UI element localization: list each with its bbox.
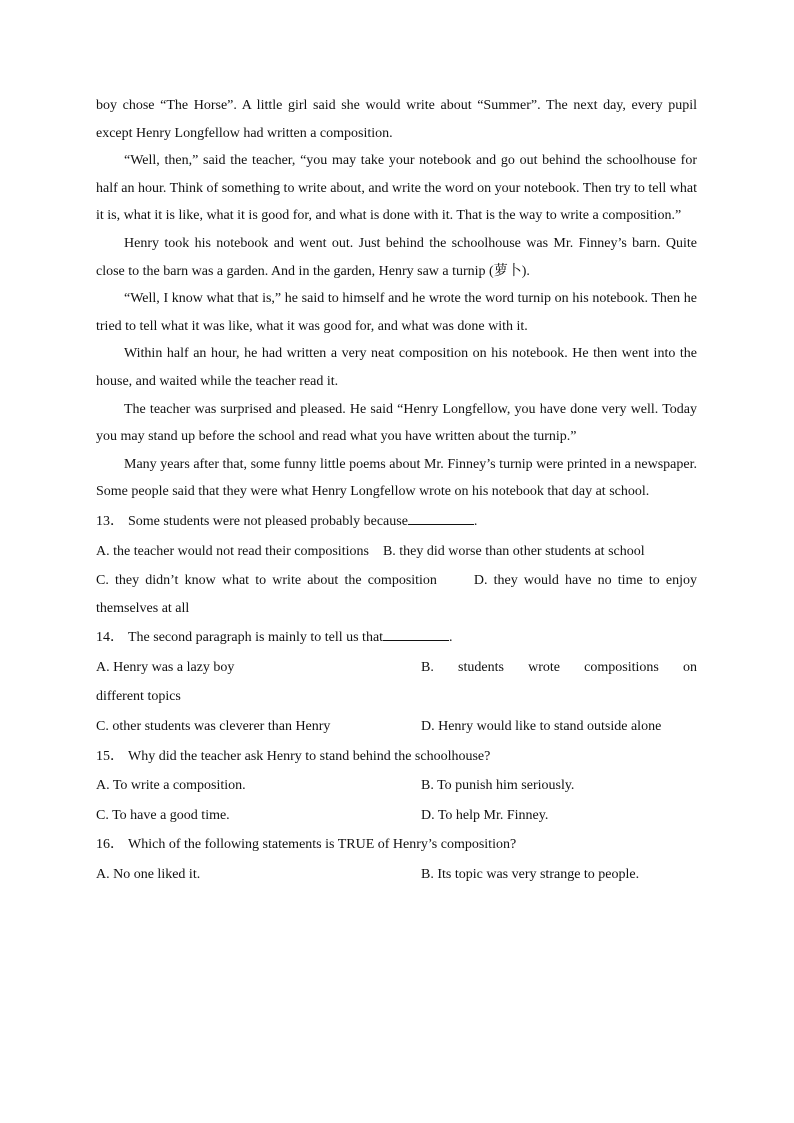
question-15-stem: Why did the teacher ask Henry to stand behind the schoolhouse? [128,748,491,764]
question-15-options-cd [96,802,697,830]
question-16 [96,831,697,859]
passage-paragraph-2: “Well, then,” said the teacher, “you may take your notebook and go out behind the schoolhouse for half an hour. Think of something to write about, and write the word on your notebook. Then try to tell what it is, what it is like, what it is good for, and what is done with it. That is the way to write a composition.” [96,153,697,224]
question-14-options-cd [96,713,697,741]
passage-paragraph-6: The teacher was surprised and pleased. He said “Henry Longfellow, you have done very well. Today you may stand up before the school and read what you have written about the turnip.” [96,401,697,445]
question-13-option-d[interactable]: D. they would have no time to enjoy themselves at all [96,573,697,616]
passage-paragraph-1: boy chose “The Horse”. A little girl said she would write about “Summer”. The next day, every pupil except Henry Longfellow had written a composition. [96,98,697,141]
question-14-stem: The second paragraph is mainly to tell us that [128,630,384,646]
question-16-option-b[interactable]: B. Its topic was very strange to people. [421,867,640,883]
question-13-number: 13． [96,513,124,529]
question-16-option-a[interactable]: A. No one liked it. [96,867,201,883]
question-13-options-cd [96,567,697,622]
question-13-option-b[interactable]: B. they did worse than other students at school [382,543,645,559]
question-13-stem: Some students were not pleased probably because [128,513,408,529]
question-15-option-a[interactable]: A. To write a composition. [96,778,246,794]
question-14-end: . [449,630,453,646]
question-14-number: 14． [96,630,124,646]
question-16-options-ab [96,861,697,889]
question-14-option-d[interactable]: D. Henry would like to stand outside alone [421,719,662,735]
question-14-option-b-continued: different topics [96,689,181,705]
answer-blank-13[interactable] [408,510,474,525]
question-15-option-b[interactable]: B. To punish him seriously. [421,778,575,794]
question-14-options-ab [96,654,697,682]
answer-blank-14[interactable] [383,626,449,641]
passage-paragraph-3: Henry took his notebook and went out. Just behind the schoolhouse was Mr. Finney’s barn. Quite close to the barn was a garden. And in the garden, Henry saw a turnip (萝卜). [96,235,697,279]
question-13-end: . [473,513,478,529]
question-15-options-ab [96,772,697,800]
question-13-option-a[interactable]: A. the teacher would not read their compositions [96,543,369,559]
question-15-option-d[interactable]: D. To help Mr. Finney. [421,807,549,823]
question-14 [96,624,697,652]
question-13-option-c[interactable]: C. they didn’t know what to write about the composition [96,573,437,589]
question-13 [96,508,697,536]
question-14-option-b-first[interactable]: B. students wrote compositions on [421,659,697,675]
reading-passage [96,92,697,889]
question-15-option-c[interactable]: C. To have a good time. [96,807,230,823]
question-14-option-a[interactable]: A. Henry was a lazy boy [96,659,235,675]
question-14-option-c[interactable]: C. other students was cleverer than Henry [96,719,331,735]
question-13-options-ab [96,538,697,566]
passage-paragraph-4: “Well, I know what that is,” he said to himself and he wrote the word turnip on his notebook. Then he tried to tell what it was like, what it was good for, and what was done with it. [96,291,697,334]
question-16-number: 16． [96,837,124,853]
question-15-number: 15． [96,748,124,764]
question-15 [96,743,697,771]
passage-paragraph-5: Within half an hour, he had written a very neat composition on his notebook. He then went into the house, and waited while the teacher read it. [96,346,697,389]
question-16-stem: Which of the following statements is TRUE of Henry’s composition? [128,837,517,853]
passage-paragraph-7: Many years after that, some funny little poems about Mr. Finney’s turnip were printed in a newspaper. Some people said that they were what Henry Longfellow wrote on his notebook that day at school. [96,456,697,500]
